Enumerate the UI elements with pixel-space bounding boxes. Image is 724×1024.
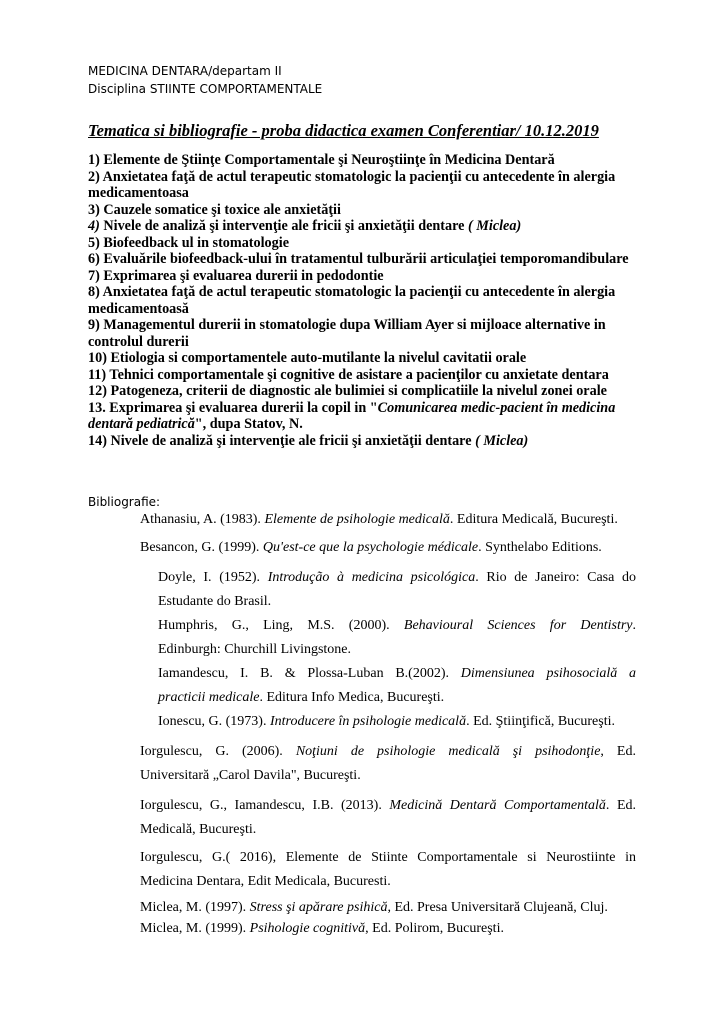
topic-item xyxy=(88,350,636,367)
reference-title: Psihologie cognitivă xyxy=(249,921,366,936)
topic-list xyxy=(88,152,636,449)
bibliography-label: Bibliografie: xyxy=(88,495,161,509)
reference-continuation: Medicală, Bucureşti. xyxy=(140,822,257,837)
reference-title: Elemente de psihologie medicală xyxy=(264,512,450,527)
topic-text: 3) Cauzele somatice şi toxice ale anxietăţii xyxy=(88,201,341,218)
reference-entry xyxy=(158,710,615,734)
reference-entry xyxy=(140,740,636,788)
reference-line xyxy=(140,846,636,870)
reference-publisher: , Ed. Polirom, Bucureşti. xyxy=(365,921,504,936)
reference-entry xyxy=(140,536,602,560)
reference-publisher: . Editura Info Medica, Bucureşti. xyxy=(259,690,445,705)
reference-author: Doyle, I. (1952). xyxy=(158,570,268,585)
topic-item xyxy=(88,202,636,219)
reference-author: Humphris, G., Ling, M.S. (2000). xyxy=(158,618,404,633)
topic-text-end: ", dupa Statov, N. xyxy=(194,416,303,432)
reference-continuation xyxy=(158,686,636,710)
topic-author: ( Miclea) xyxy=(475,432,529,449)
reference-continuation: Medicina Dentara, Edit Medicala, Bucuresti. xyxy=(140,874,391,889)
topic-item xyxy=(88,251,636,268)
topic-text: 12) Patogeneza, criterii de diagnostic ale bulimiei si complicatiile la nivelul zonei orale xyxy=(88,383,607,399)
topic-text: 10) Etiologia si comportamentele auto-mutilante la nivelul cavitatii orale xyxy=(88,350,527,366)
topic-text: 13. Exprimarea şi evaluarea durerii la copil in " xyxy=(88,399,378,416)
topic-item xyxy=(88,367,636,384)
reference-title: Noţiuni de psihologie medicală şi psihodonţie xyxy=(295,744,601,759)
reference-line xyxy=(140,740,636,764)
reference-author: Miclea, M. (1999). xyxy=(140,921,250,936)
reference-publisher: . Ed. xyxy=(605,798,636,813)
topic-text: 11) Tehnici comportamentale şi cognitive de asistare a pacienţilor cu anxietate dentara xyxy=(88,366,609,383)
topic-item xyxy=(88,383,636,400)
reference-title: Medicină Dentară Comportamentală xyxy=(389,798,606,813)
topic-book-title: Comunicarea medic-pacient în medicina dentară pediatrică xyxy=(88,399,616,432)
reference-publisher: , Ed. xyxy=(600,744,636,759)
reference-entry xyxy=(140,794,636,842)
department-header: MEDICINA DENTARA/departam II xyxy=(88,64,282,78)
topic-text: Nivele de analiză şi intervenţie ale fricii şi anxietăţii dentare xyxy=(99,218,468,234)
reference-line xyxy=(158,662,636,686)
reference-entry xyxy=(140,917,504,941)
topic-item xyxy=(88,317,636,350)
reference-title: Behavioural Sciences for Dentistry xyxy=(403,618,633,633)
topic-text: 5) Biofeedback ul in stomatologie xyxy=(88,234,289,251)
reference-publisher: . Ed. Ştiinţifică, Bucureşti. xyxy=(466,714,615,729)
reference-author: Iorgulescu, G.( 2016), Elemente de Stiinte Comportamentale si Neurostiinte in xyxy=(140,850,636,865)
topic-item xyxy=(88,400,636,433)
topic-item xyxy=(88,268,636,285)
topic-text: 14) Nivele de analiză şi intervenţie ale fricii şi anxietăţii dentare xyxy=(88,432,476,449)
reference-publisher: . Rio de Janeiro: Casa do xyxy=(475,570,637,585)
topic-text: 2) Anxietatea faţă de actul terapeutic stomatologic la pacienţii cu antecedente în alergia medicamentoasa xyxy=(88,168,616,201)
reference-author: Ionescu, G. (1973). xyxy=(158,714,270,729)
reference-publisher: . Editura Medicală, Bucureşti. xyxy=(449,512,618,527)
reference-title: Dimensiunea psihosocială a xyxy=(460,666,637,681)
topic-item xyxy=(88,433,636,450)
reference-title: Stress şi apărare psihică xyxy=(249,900,388,915)
topic-item xyxy=(88,284,636,317)
reference-continuation: Estudante do Brasil. xyxy=(158,594,272,609)
document-title: Tematica si bibliografie - proba didactica examen Conferentiar/ 10.12.2019 xyxy=(88,121,599,140)
reference-author: Athanasiu, A. (1983). xyxy=(140,512,265,527)
topic-number: 4) xyxy=(88,218,100,234)
topic-item xyxy=(88,218,636,235)
topic-item xyxy=(88,169,636,202)
reference-entry xyxy=(158,614,636,662)
reference-publisher: , Ed. Presa Universitară Clujeană, Cluj. xyxy=(387,900,608,915)
discipline-header: Disciplina STIINTE COMPORTAMENTALE xyxy=(88,82,323,96)
reference-line xyxy=(158,566,636,590)
reference-entry xyxy=(158,662,636,710)
topic-item xyxy=(88,235,636,252)
reference-author: Iorgulescu, G. (2006). xyxy=(140,744,296,759)
topic-text: 6) Evaluările biofeedback-ului în tratamentul tulburării articulaţiei temporomandibulare xyxy=(88,251,629,267)
reference-title: Qu'est-ce que la psychologie médicale xyxy=(262,540,479,555)
topic-text: 1) Elemente de Ştiinţe Comportamentale şi Neuroştiinţe în Medicina Dentară xyxy=(88,152,555,168)
reference-author: Miclea, M. (1997). xyxy=(140,900,250,915)
reference-continuation: Edinburgh: Churchill Livingstone. xyxy=(158,642,352,657)
topic-text: 7) Exprimarea şi evaluarea durerii in pedodontie xyxy=(88,267,384,284)
reference-title: Introdução à medicina psicológica xyxy=(267,570,476,585)
reference-author: Iorgulescu, G., Iamandescu, I.B. (2013). xyxy=(140,798,390,813)
topic-text: 9) Managementul durerii in stomatologie dupa William Ayer si mijloace alternative in controlul durerii xyxy=(88,317,606,350)
reference-publisher: . xyxy=(632,618,636,633)
topic-text: 8) Anxietatea faţă de actul terapeutic stomatologic la pacienţii cu antecedente în alergia medicamentoasă xyxy=(88,284,616,317)
reference-title: Introducere în psihologie medicală xyxy=(269,714,467,729)
reference-title-cont: practicii medicale xyxy=(158,690,260,705)
reference-entry xyxy=(140,508,618,532)
topic-author: ( Miclea) xyxy=(467,218,522,234)
reference-line xyxy=(140,794,636,818)
reference-author: Besancon, G. (1999). xyxy=(140,540,263,555)
reference-entry xyxy=(158,566,636,614)
reference-continuation: Universitară „Carol Davila", Bucureşti. xyxy=(140,768,361,783)
topic-item xyxy=(88,152,636,169)
reference-publisher: . Synthelabo Editions. xyxy=(478,540,602,555)
reference-entry xyxy=(140,846,636,894)
reference-author: Iamandescu, I. B. & Plossa-Luban B.(2002). xyxy=(158,666,461,681)
reference-line xyxy=(158,614,636,638)
